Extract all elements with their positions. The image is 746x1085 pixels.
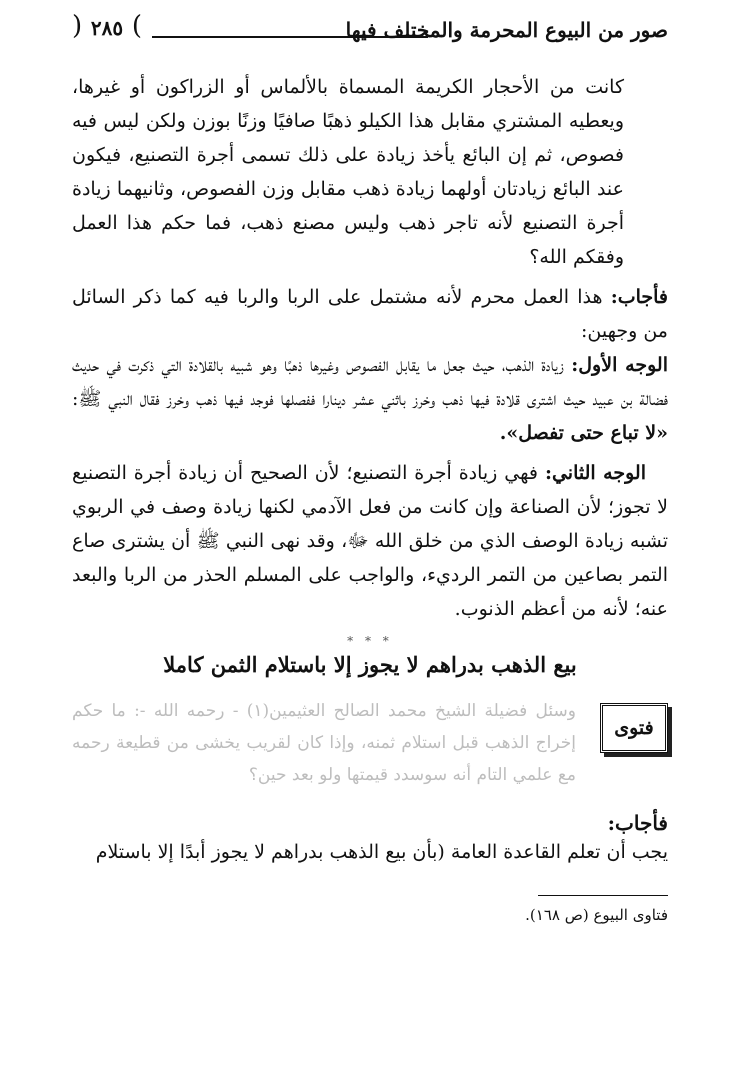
- answer-label: فأجاب:: [610, 286, 668, 308]
- second-aspect-label: الوجه الثاني:: [544, 462, 646, 484]
- header-rule: [152, 36, 428, 38]
- second-answer-text: يجب أن تعلم القاعدة العامة (بأن بيع الذهب بدراهم لا يجوز أبدًا إلا باستلام: [95, 841, 668, 863]
- running-title: صور من البيوع المحرمة والمختلف فيها: [345, 18, 668, 42]
- first-aspect-label: الوجه الأول:: [571, 354, 668, 376]
- footnote-rule: [538, 895, 668, 896]
- page-body: [72, 70, 668, 926]
- answer-paragraph: [72, 280, 668, 348]
- second-aspect-text: فهي زيادة أجرة التصنيع؛ لأن الصحيح أن زيادة أجرة التصنيع لا تجوز؛ لأن الصناعة وإن كانت من فعل الآدمي لكنها زيادة وصف في الربوي تشبه زيادة الوصف الذي من خلق الله ﷻ، وقد نهى النبي ﷺ أن يشترى صاع التمر بصاعين من التمر الرديء، والواجب على المسلم الحذر من الربا والبعد عنه؛ لأنه من أعظم الذنوب.: [72, 462, 668, 620]
- second-aspect-paragraph: [72, 456, 668, 626]
- footnote: فتاوى البيوع (ص ١٦٨).: [525, 906, 668, 924]
- hadith-quote: «لا تباع حتى تفصل».: [499, 422, 668, 444]
- first-aspect-paragraph: [72, 348, 668, 450]
- fatwa-block: [72, 695, 668, 805]
- separator-stars: * * *: [347, 634, 393, 648]
- answer-text: هذا العمل محرم لأنه مشتمل على الربا والربا فيه كما ذكر السائل من وجهين:: [72, 286, 668, 342]
- page-header: [72, 14, 668, 48]
- question-paragraph: كانت من الأحجار الكريمة المسماة بالألماس أو الزراكون أو غيرها، ويعطيه المشتري مقابل هذا الكيلو ذهبًا صافيًا وزنًا بوزن ولكن ليس فيه فصوص، ثم إن البائع يأخذ زيادة على ذلك تسمى أجرة التصنيع، فيكون عند البائع زيادتان أولهما زيادة ذهب مقابل وزن الفصوص، وثانيهما زيادة أجرة التصنيع لأنه تاجر ذهب وليس مصنع ذهب، فما حكم هذا العمل وفقكم الله؟: [72, 76, 624, 268]
- second-answer-label: فأجاب:: [607, 811, 668, 835]
- first-aspect-text: زيادة الذهب، حيث جعل ما يقابل الفصوص وغيرها ذهبًا وهو شبيه بالقلادة التي ذكرت في حديث فضالة بن عبيد حيث اشترى قلادة فيها ذهب وخرز باثني عشر دينارا ففصلها فوجد فيها ذهب وخرز فقال النبي ﷺ:: [72, 354, 668, 410]
- section-heading: بيع الذهب بدراهم لا يجوز إلا باستلام الثمن كاملا: [163, 652, 577, 677]
- page-number: ( ٢٨٥ ): [72, 14, 142, 42]
- fatwa-question-text: وسئل فضيلة الشيخ محمد الصالح العثيمين(١) - رحمه الله -: ما حكم إخراج الذهب قبل استلام ثمنه، وإذا كان لقريب يخشى من قطيعة رحمه مع علمي التام أنه سوسدد قيمتها ولو بعد حين؟: [72, 701, 576, 785]
- fatwa-label-box: فتوى: [600, 703, 668, 753]
